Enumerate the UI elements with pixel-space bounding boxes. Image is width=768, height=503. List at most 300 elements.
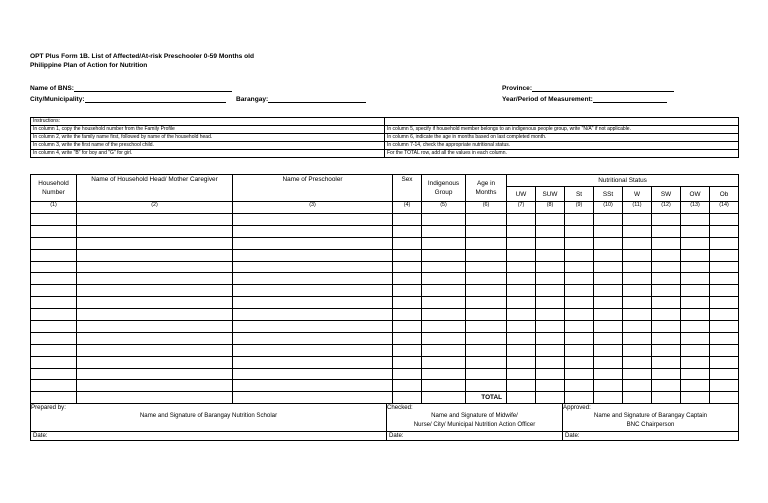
- table-cell[interactable]: [422, 344, 466, 356]
- city-municipality-input-line[interactable]: [85, 95, 226, 103]
- table-cell[interactable]: [681, 297, 710, 309]
- table-cell[interactable]: [393, 273, 422, 285]
- table-cell[interactable]: [233, 225, 393, 237]
- table-cell[interactable]: [77, 237, 233, 249]
- table-cell[interactable]: [623, 356, 652, 368]
- table-cell[interactable]: [466, 332, 507, 344]
- total-cell-blank: [233, 392, 393, 404]
- table-cell[interactable]: [652, 344, 681, 356]
- column-number: (7): [507, 202, 536, 214]
- province-field: [502, 84, 674, 92]
- province-input-line[interactable]: [532, 84, 674, 92]
- total-sst[interactable]: [594, 392, 623, 404]
- table-cell[interactable]: [466, 321, 507, 333]
- column-number: (9): [565, 202, 594, 214]
- total-cell-blank: [77, 392, 233, 404]
- table-cell[interactable]: [594, 356, 623, 368]
- total-uw[interactable]: [507, 392, 536, 404]
- table-cell[interactable]: [422, 249, 466, 261]
- prepared-by-signature-area[interactable]: [31, 412, 386, 431]
- table-cell[interactable]: [565, 309, 594, 321]
- total-label: TOTAL: [466, 392, 507, 404]
- table-cell[interactable]: [466, 309, 507, 321]
- table-cell[interactable]: [536, 332, 565, 344]
- table-cell[interactable]: [681, 249, 710, 261]
- table-cell[interactable]: [466, 344, 507, 356]
- table-cell[interactable]: [594, 249, 623, 261]
- column-number: (6): [466, 202, 507, 214]
- table-cell[interactable]: [31, 380, 77, 392]
- table-cell[interactable]: [77, 249, 233, 261]
- barangay-label: Barangay:: [236, 96, 269, 103]
- table-cell[interactable]: [594, 297, 623, 309]
- header-household-number: Household Number: [31, 175, 77, 202]
- table-cell[interactable]: [77, 297, 233, 309]
- prepared-by-name: Name and Signature of Barangay Nutrition Scholar: [139, 412, 278, 419]
- table-cell[interactable]: [536, 309, 565, 321]
- table-cell[interactable]: [623, 297, 652, 309]
- header-status-st: St: [565, 187, 594, 202]
- form-title-line2: Philippine Plan of Action for Nutrition: [30, 62, 148, 69]
- table-cell[interactable]: [681, 261, 710, 273]
- bns-label: Name of BNS:: [30, 85, 74, 92]
- table-cell[interactable]: [536, 356, 565, 368]
- table-cell[interactable]: [466, 285, 507, 297]
- table-cell[interactable]: [233, 261, 393, 273]
- table-cell[interactable]: [565, 356, 594, 368]
- table-cell[interactable]: [652, 249, 681, 261]
- table-cell[interactable]: [710, 273, 739, 285]
- table-cell[interactable]: [233, 344, 393, 356]
- table-cell[interactable]: [594, 273, 623, 285]
- approved-date[interactable]: Date:: [563, 432, 739, 441]
- table-cell[interactable]: [77, 344, 233, 356]
- barangay-input-line[interactable]: [268, 95, 366, 103]
- table-cell[interactable]: [652, 214, 681, 226]
- header-status-ow: OW: [681, 187, 710, 202]
- instruction-right-2: In column 6, indicate the age in months based on last completed month.: [385, 134, 739, 142]
- table-cell[interactable]: [623, 273, 652, 285]
- table-cell[interactable]: [422, 285, 466, 297]
- city-municipality-field: [30, 95, 226, 103]
- table-cell[interactable]: [233, 321, 393, 333]
- header-status-ob: Ob: [710, 187, 739, 202]
- table-cell[interactable]: [393, 332, 422, 344]
- table-cell[interactable]: [681, 368, 710, 380]
- checked-name-line1: Name and Signature of Midwife/: [431, 412, 518, 419]
- table-cell[interactable]: [710, 297, 739, 309]
- column-number: (10): [594, 202, 623, 214]
- instruction-left-3: In column 3, write the first name of the preschool child.: [31, 142, 385, 150]
- table-cell[interactable]: [652, 285, 681, 297]
- bns-field: [30, 84, 232, 92]
- table-cell[interactable]: [77, 261, 233, 273]
- bns-input-line[interactable]: [74, 84, 232, 92]
- table-row: [31, 321, 739, 333]
- table-cell[interactable]: [507, 380, 536, 392]
- table-cell[interactable]: [422, 214, 466, 226]
- table-row: [31, 309, 739, 321]
- table-cell[interactable]: [507, 249, 536, 261]
- table-cell[interactable]: [393, 368, 422, 380]
- table-cell[interactable]: [536, 380, 565, 392]
- table-cell[interactable]: [536, 237, 565, 249]
- table-cell[interactable]: [77, 356, 233, 368]
- table-cell[interactable]: [77, 321, 233, 333]
- table-cell[interactable]: [233, 214, 393, 226]
- table-cell[interactable]: [710, 356, 739, 368]
- table-row: [31, 332, 739, 344]
- table-cell[interactable]: [233, 237, 393, 249]
- table-cell[interactable]: [422, 237, 466, 249]
- table-cell[interactable]: [422, 356, 466, 368]
- total-st[interactable]: [565, 392, 594, 404]
- instructions-box: [30, 117, 739, 158]
- table-cell[interactable]: [565, 261, 594, 273]
- header-status-sst: SSt: [594, 187, 623, 202]
- header-status-sw: SW: [652, 187, 681, 202]
- table-cell[interactable]: [31, 321, 77, 333]
- table-cell[interactable]: [710, 225, 739, 237]
- table-cell[interactable]: [565, 237, 594, 249]
- table-cell[interactable]: [594, 285, 623, 297]
- table-cell[interactable]: [623, 225, 652, 237]
- table-cell[interactable]: [507, 297, 536, 309]
- table-cell[interactable]: [536, 344, 565, 356]
- table-cell[interactable]: [466, 249, 507, 261]
- table-cell[interactable]: [393, 261, 422, 273]
- table-cell[interactable]: [710, 344, 739, 356]
- form-title: [30, 52, 254, 70]
- table-cell[interactable]: [466, 273, 507, 285]
- table-cell[interactable]: [594, 309, 623, 321]
- table-cell[interactable]: [536, 297, 565, 309]
- column-number: (1): [31, 202, 77, 214]
- table-cell[interactable]: [623, 237, 652, 249]
- total-ow[interactable]: [681, 392, 710, 404]
- table-cell[interactable]: [594, 332, 623, 344]
- approved-label: Approved:: [563, 404, 591, 411]
- table-cell[interactable]: [681, 344, 710, 356]
- table-cell[interactable]: [623, 380, 652, 392]
- table-cell[interactable]: [31, 225, 77, 237]
- table-cell[interactable]: [77, 368, 233, 380]
- table-cell[interactable]: [422, 297, 466, 309]
- table-cell[interactable]: [77, 309, 233, 321]
- table-cell[interactable]: [681, 380, 710, 392]
- column-number: (14): [710, 202, 739, 214]
- table-cell[interactable]: [507, 285, 536, 297]
- table-cell[interactable]: [681, 285, 710, 297]
- header-status-w: W: [623, 187, 652, 202]
- table-cell[interactable]: [652, 309, 681, 321]
- prepared-by-label: Prepared by:: [31, 404, 66, 411]
- table-cell[interactable]: [393, 285, 422, 297]
- table-row: [31, 261, 739, 273]
- table-cell[interactable]: [422, 225, 466, 237]
- table-cell[interactable]: [536, 261, 565, 273]
- table-cell[interactable]: [77, 273, 233, 285]
- header-age-months: Age in Months: [466, 175, 507, 202]
- table-cell[interactable]: [623, 321, 652, 333]
- table-cell[interactable]: [393, 344, 422, 356]
- table-cell[interactable]: [536, 321, 565, 333]
- instruction-right-4: For the TOTAL row, add all the values in each column.: [385, 150, 739, 158]
- approved-section: [563, 404, 739, 432]
- table-cell[interactable]: [710, 309, 739, 321]
- table-cell[interactable]: [565, 380, 594, 392]
- table-cell[interactable]: [594, 344, 623, 356]
- table-cell[interactable]: [565, 225, 594, 237]
- table-row: [31, 237, 739, 249]
- table-cell[interactable]: [77, 285, 233, 297]
- table-cell[interactable]: [31, 261, 77, 273]
- table-row: [31, 285, 739, 297]
- table-cell[interactable]: [233, 285, 393, 297]
- table-cell[interactable]: [507, 225, 536, 237]
- table-cell[interactable]: [393, 380, 422, 392]
- signature-block: [30, 403, 739, 441]
- table-cell[interactable]: [233, 380, 393, 392]
- instruction-left-4: In column 4, write "B" for boy and "G" for girl.: [31, 150, 385, 158]
- table-cell[interactable]: [652, 297, 681, 309]
- table-cell[interactable]: [681, 273, 710, 285]
- header-status-suw: SUW: [536, 187, 565, 202]
- table-cell[interactable]: [233, 273, 393, 285]
- instructions-header-right: [385, 118, 739, 126]
- table-cell[interactable]: [623, 368, 652, 380]
- table-cell[interactable]: [393, 309, 422, 321]
- table-cell[interactable]: [710, 237, 739, 249]
- table-cell[interactable]: [77, 214, 233, 226]
- table-cell[interactable]: [31, 249, 77, 261]
- table-cell[interactable]: [710, 249, 739, 261]
- total-ob[interactable]: [710, 392, 739, 404]
- table-row: [31, 249, 739, 261]
- table-cell[interactable]: [393, 214, 422, 226]
- approved-name-line1: Name and Signature of Barangay Captain: [593, 412, 708, 419]
- table-cell[interactable]: [652, 356, 681, 368]
- table-cell[interactable]: [31, 285, 77, 297]
- table-cell[interactable]: [422, 261, 466, 273]
- table-cell[interactable]: [652, 261, 681, 273]
- table-row: [31, 356, 739, 368]
- table-cell[interactable]: [623, 261, 652, 273]
- table-cell[interactable]: [422, 380, 466, 392]
- table-cell[interactable]: [422, 332, 466, 344]
- total-row: [31, 392, 739, 404]
- table-cell[interactable]: [565, 273, 594, 285]
- column-number: (8): [536, 202, 565, 214]
- total-suw[interactable]: [536, 392, 565, 404]
- year-period-label: Year/Period of Measurement:: [502, 96, 593, 103]
- instruction-right-1: In column 5, specify if household member belongs to an indigenous people group, write "N/A" if not applicable.: [385, 126, 739, 134]
- table-cell[interactable]: [466, 356, 507, 368]
- column-number: (13): [681, 202, 710, 214]
- column-number-row: [31, 202, 739, 214]
- table-cell[interactable]: [565, 368, 594, 380]
- table-cell[interactable]: [466, 214, 507, 226]
- table-cell[interactable]: [710, 214, 739, 226]
- table-cell[interactable]: [623, 214, 652, 226]
- table-cell[interactable]: [233, 309, 393, 321]
- table-row: [31, 368, 739, 380]
- table-cell[interactable]: [681, 214, 710, 226]
- table-cell[interactable]: [623, 344, 652, 356]
- table-cell[interactable]: [594, 214, 623, 226]
- table-cell[interactable]: [507, 356, 536, 368]
- table-cell[interactable]: [623, 285, 652, 297]
- table-cell[interactable]: [536, 249, 565, 261]
- instruction-left-2: In column 2, write the family name first, followed by name of the household head.: [31, 134, 385, 142]
- total-cell-blank: [393, 392, 422, 404]
- table-cell[interactable]: [507, 309, 536, 321]
- table-cell[interactable]: [507, 321, 536, 333]
- table-cell[interactable]: [507, 368, 536, 380]
- table-cell[interactable]: [393, 249, 422, 261]
- table-cell[interactable]: [565, 297, 594, 309]
- table-cell[interactable]: [565, 285, 594, 297]
- table-cell[interactable]: [31, 214, 77, 226]
- table-cell[interactable]: [710, 332, 739, 344]
- table-cell[interactable]: [507, 261, 536, 273]
- table-cell[interactable]: [233, 249, 393, 261]
- table-cell[interactable]: [393, 297, 422, 309]
- table-cell[interactable]: [710, 368, 739, 380]
- year-period-input-line[interactable]: [593, 95, 667, 103]
- table-cell[interactable]: [623, 309, 652, 321]
- table-cell[interactable]: [31, 237, 77, 249]
- table-cell[interactable]: [393, 237, 422, 249]
- table-cell[interactable]: [31, 297, 77, 309]
- table-cell[interactable]: [623, 249, 652, 261]
- table-cell[interactable]: [681, 332, 710, 344]
- table-cell[interactable]: [594, 225, 623, 237]
- table-cell[interactable]: [393, 321, 422, 333]
- table-cell[interactable]: [652, 380, 681, 392]
- table-cell[interactable]: [565, 344, 594, 356]
- table-cell[interactable]: [31, 309, 77, 321]
- instruction-right-3: In column 7-14, check the appropriate nutritional status.: [385, 142, 739, 150]
- table-cell[interactable]: [536, 368, 565, 380]
- table-cell[interactable]: [507, 332, 536, 344]
- table-cell[interactable]: [233, 297, 393, 309]
- table-cell[interactable]: [422, 321, 466, 333]
- table-cell[interactable]: [681, 321, 710, 333]
- table-cell[interactable]: [466, 368, 507, 380]
- table-cell[interactable]: [536, 225, 565, 237]
- table-cell[interactable]: [393, 225, 422, 237]
- table-cell[interactable]: [681, 309, 710, 321]
- table-cell[interactable]: [466, 225, 507, 237]
- table-cell[interactable]: [710, 380, 739, 392]
- table-cell[interactable]: [422, 309, 466, 321]
- header-sex: Sex: [393, 175, 422, 202]
- table-cell[interactable]: [77, 225, 233, 237]
- approved-name-line2: BNC Chairperson: [626, 420, 675, 428]
- table-cell[interactable]: [31, 368, 77, 380]
- table-cell[interactable]: [565, 332, 594, 344]
- table-cell[interactable]: [466, 297, 507, 309]
- table-cell[interactable]: [681, 225, 710, 237]
- table-cell[interactable]: [507, 214, 536, 226]
- table-cell[interactable]: [393, 356, 422, 368]
- table-cell[interactable]: [77, 380, 233, 392]
- table-cell[interactable]: [652, 321, 681, 333]
- total-sw[interactable]: [652, 392, 681, 404]
- table-cell[interactable]: [466, 261, 507, 273]
- table-cell[interactable]: [565, 214, 594, 226]
- checked-signature-area[interactable]: [387, 412, 562, 431]
- table-cell[interactable]: [233, 368, 393, 380]
- city-municipality-label: City/Municipality:: [30, 96, 85, 103]
- table-cell[interactable]: [536, 285, 565, 297]
- table-cell[interactable]: [710, 321, 739, 333]
- table-cell[interactable]: [565, 321, 594, 333]
- table-cell[interactable]: [31, 356, 77, 368]
- table-cell[interactable]: [233, 332, 393, 344]
- column-number: (12): [652, 202, 681, 214]
- table-cell[interactable]: [536, 214, 565, 226]
- table-cell[interactable]: [507, 237, 536, 249]
- table-cell[interactable]: [594, 237, 623, 249]
- table-cell[interactable]: [565, 249, 594, 261]
- checked-label: Checked:: [387, 404, 413, 411]
- table-cell[interactable]: [422, 273, 466, 285]
- prepared-date[interactable]: Date:: [31, 432, 387, 441]
- table-row: [31, 273, 739, 285]
- table-cell[interactable]: [710, 261, 739, 273]
- table-cell[interactable]: [594, 261, 623, 273]
- table-cell[interactable]: [652, 225, 681, 237]
- approved-signature-area[interactable]: [563, 412, 738, 431]
- table-cell[interactable]: [652, 237, 681, 249]
- year-period-field: [502, 95, 667, 103]
- table-cell[interactable]: [594, 380, 623, 392]
- table-cell[interactable]: [594, 321, 623, 333]
- total-w[interactable]: [623, 392, 652, 404]
- table-cell[interactable]: [652, 273, 681, 285]
- table-cell[interactable]: [623, 332, 652, 344]
- table-cell[interactable]: [507, 344, 536, 356]
- table-cell[interactable]: [31, 344, 77, 356]
- table-row: [31, 380, 739, 392]
- table-cell[interactable]: [681, 237, 710, 249]
- table-cell[interactable]: [422, 368, 466, 380]
- table-cell[interactable]: [466, 380, 507, 392]
- table-cell[interactable]: [31, 273, 77, 285]
- table-row: [31, 214, 739, 226]
- total-cell-blank: [31, 392, 77, 404]
- table-cell[interactable]: [507, 273, 536, 285]
- province-label: Province:: [502, 85, 533, 92]
- table-cell[interactable]: [652, 332, 681, 344]
- header-status-uw: UW: [507, 187, 536, 202]
- table-cell[interactable]: [652, 368, 681, 380]
- table-cell[interactable]: [31, 332, 77, 344]
- form-title-line1: OPT Plus Form 1B. List of Affected/At-risk Preschooler 0-59 Months old: [30, 53, 254, 60]
- table-cell[interactable]: [466, 237, 507, 249]
- table-cell[interactable]: [710, 285, 739, 297]
- table-cell[interactable]: [233, 356, 393, 368]
- checked-date[interactable]: Date:: [387, 432, 563, 441]
- header-indigenous-group: Indigenous Group: [422, 175, 466, 202]
- table-cell[interactable]: [681, 356, 710, 368]
- column-number: (5): [422, 202, 466, 214]
- table-cell[interactable]: [536, 273, 565, 285]
- table-cell[interactable]: [77, 332, 233, 344]
- table-cell[interactable]: [594, 368, 623, 380]
